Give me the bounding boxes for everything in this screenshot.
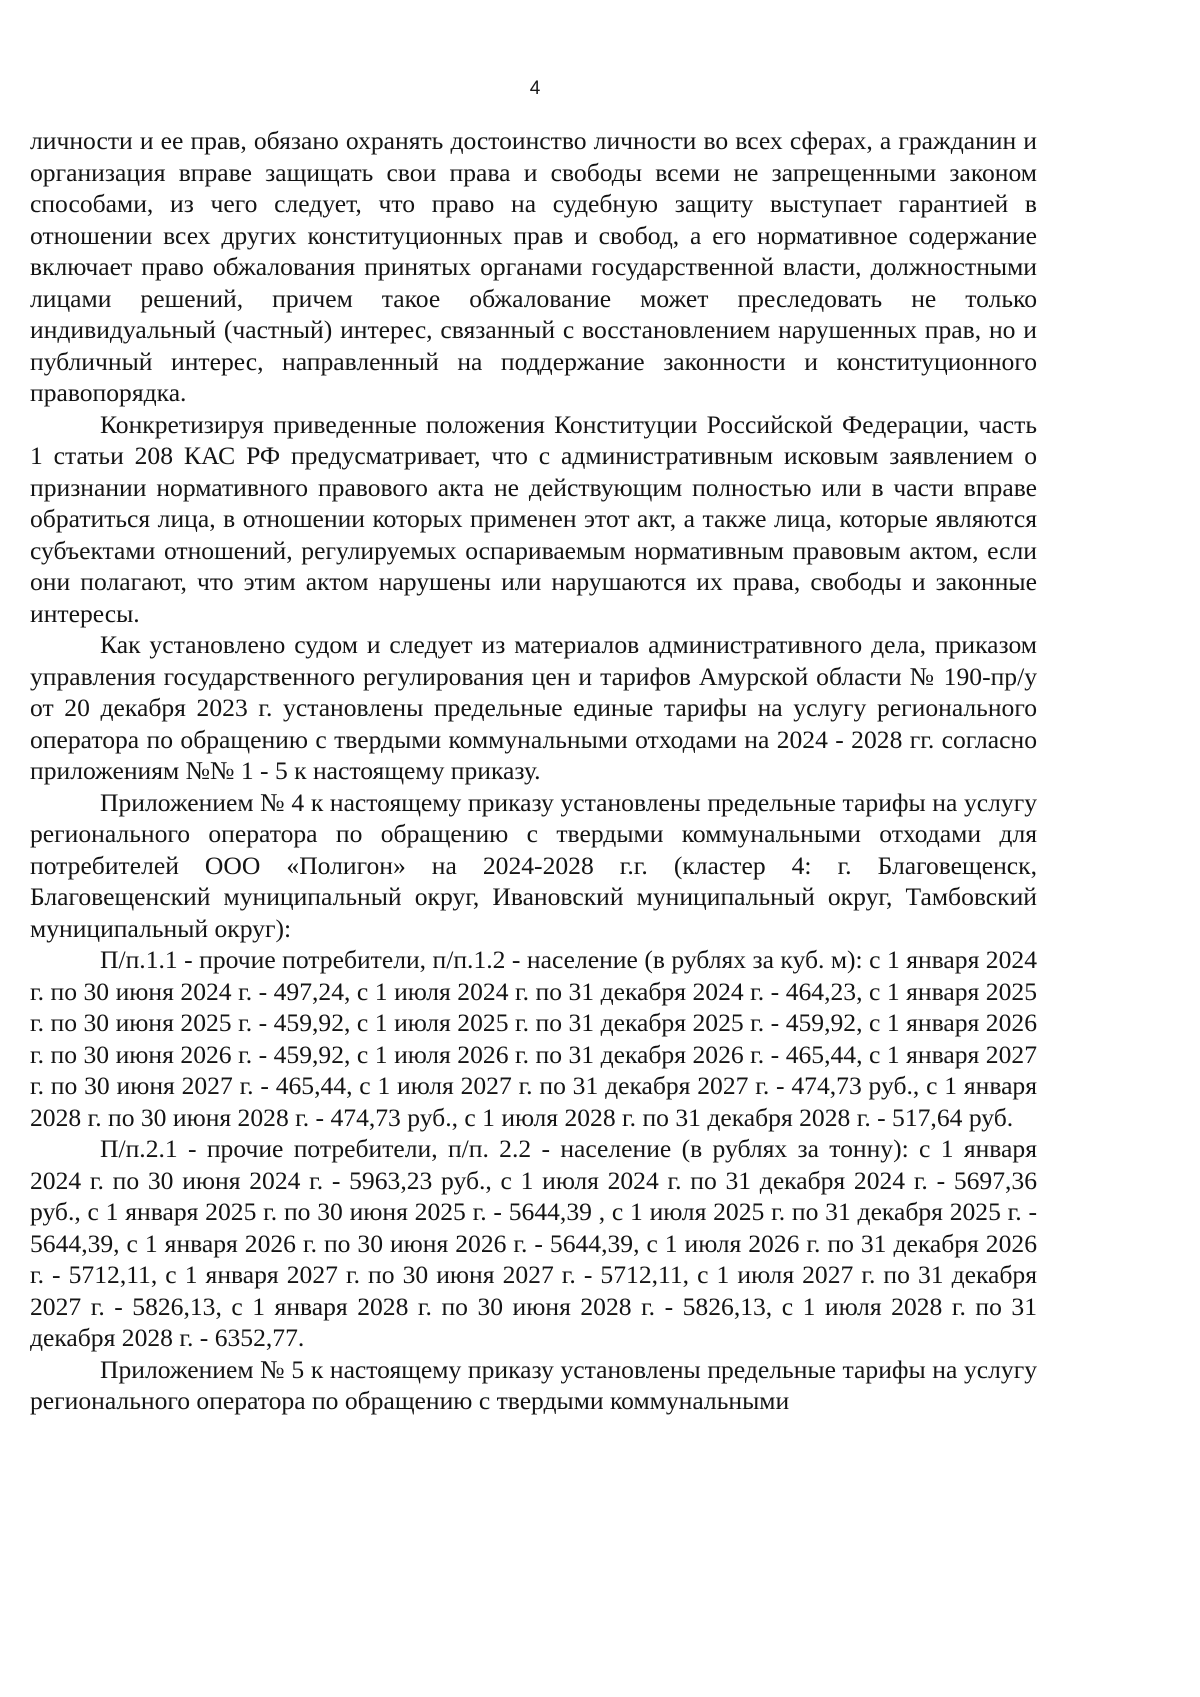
document-body <box>30 125 1037 1417</box>
paragraph-appendix-5: Приложением № 5 к настоящему приказу установлены предельные тарифы на услугу регионального оператора по обращению с твердыми коммунальными <box>30 1354 1037 1415</box>
paragraph-tariffs-per-ton: П/п.2.1 - прочие потребители, п/п. 2.2 - население (в рублях за тонну): с 1 января 2024 г. по 30 июня 2024 г. - 5963,23 руб., с 1 июля 2024 г. по 31 декабря 2024 г. - 5697,36 руб., с 1 января 2025 г. по 30 июня 2025 г. - 5644,39 , с 1 июля 2025 г. по 31 декабря 2025 г. - 5644,39, с 1 января 2026 г. по 30 июня 2026 г. - 5644,39, с 1 июля 2026 г. по 31 декабря 2026 г. - 5712,11, с 1 января 2027 г. по 30 июня 2027 г. - 5712,11, с 1 июля 2027 г. по 31 декабря 2027 г. - 5826,13, с 1 января 2028 г. по 30 июня 2028 г. - 5826,13, с 1 июля 2028 г. по 31 декабря 2028 г. - 6352,77. <box>30 1134 1037 1352</box>
paragraph-kas-article-208: Конкретизируя приведенные положения Конституции Российской Федерации, часть 1 статьи 208 КАС РФ предусматривает, что с административным исковым заявлением о признании нормативного правового акта не действующим полностью или в части вправе обратиться лица, в отношении которых применен этот акт, а также лица, которые являются субъектами отношений, регулируемых оспариваемым нормативным правовым актом, если они полагают, что этим актом нарушены или нарушаются их права, свободы и законные интересы. <box>30 409 1037 628</box>
page-number: 4 <box>529 78 541 99</box>
paragraph-tariff-order: Как установлено судом и следует из материалов административного дела, приказом управления государственного регулирования цен и тарифов Амурской области № 190-пр/у от 20 декабря 2023 г. установлены предельные единые тарифы на услугу регионального оператора по обращению с твердыми коммунальными отходами на 2024 - 2028 гг. согласно приложениям №№ 1 - 5 к настоящему приказу. <box>30 630 1037 785</box>
paragraph-tariffs-per-cubic-meter: П/п.1.1 - прочие потребители, п/п.1.2 - население (в рублях за куб. м): с 1 января 2024 г. по 30 июня 2024 г. - 497,24, с 1 июля 2024 г. по 31 декабря 2024 г. - 464,23, с 1 января 2025 г. по 30 июня 2025 г. - 459,92, с 1 июля 2025 г. по 31 декабря 2025 г. - 459,92, с 1 января 2026 г. по 30 июня 2026 г. - 459,92, с 1 июля 2026 г. по 31 декабря 2026 г. - 465,44, с 1 января 2027 г. по 30 июня 2027 г. - 465,44, с 1 июля 2027 г. по 31 декабря 2027 г. - 474,73 руб., с 1 января 2028 г. по 30 июня 2028 г. - 474,73 руб., с 1 июля 2028 г. по 31 декабря 2028 г. - 517,64 руб. <box>30 945 1037 1132</box>
paragraph-constitutional-rights: личности и ее прав, обязано охранять достоинство личности во всех сферах, а гражданин и организация вправе защищать свои права и свободы всеми не запрещенными законом способами, из чего следует, что право на судебную защиту выступает гарантией в отношении всех других конституционных прав и свобод, а его нормативное содержание включает право обжалования принятых органами государственной власти, должностными лицами решений, причем такое обжалование может преследовать не только индивидуальный (частный) интерес, связанный с восстановлением нарушенных прав, но и публичный интерес, направленный на поддержание законности и конституционного правопорядка. <box>30 126 1037 407</box>
paragraph-appendix-4: Приложением № 4 к настоящему приказу установлены предельные тарифы на услугу регионального оператора по обращению с твердыми коммунальными отходами для потребителей ООО «Полигон» на 2024-2028 г.г. (кластер 4: г. Благовещенск, Благовещенский муниципальный округ, Ивановский муниципальный округ, Тамбовский муниципальный округ): <box>30 787 1037 943</box>
